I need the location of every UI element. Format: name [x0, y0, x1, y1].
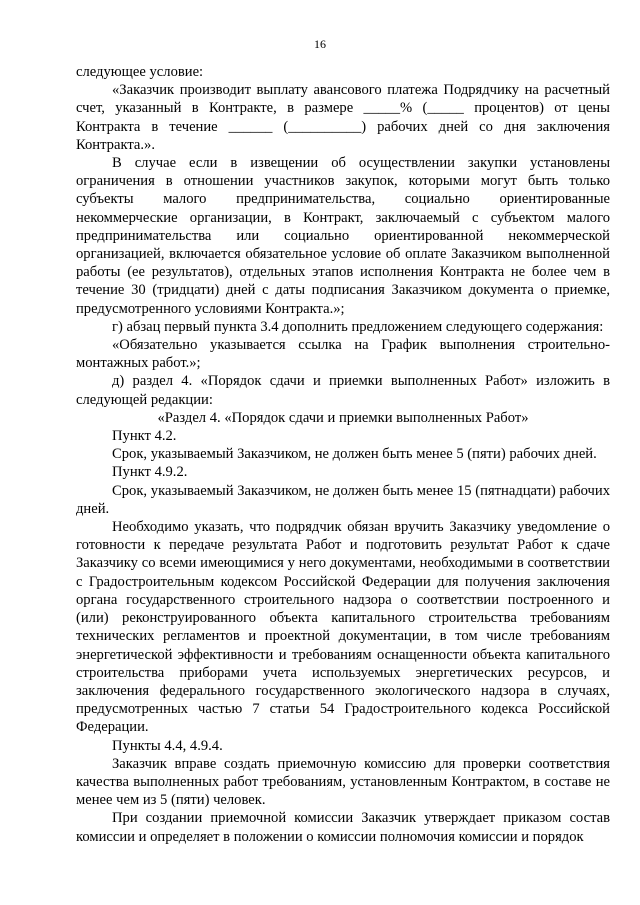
- paragraph: Пункты 4.4, 4.9.4.: [112, 737, 223, 754]
- paragraph: Срок, указываемый Заказчиком, не должен быть менее 15 (пятнадцати) рабочих дней.: [76, 482, 610, 517]
- paragraph: Пункт 4.2.: [112, 428, 177, 445]
- section-heading: «Раздел 4. «Порядок сдачи и приемки выполненных Работ»: [157, 409, 529, 426]
- paragraph: Пункт 4.9.2.: [112, 464, 188, 481]
- page-number: 16: [314, 37, 326, 51]
- paragraph: В случае если в извещении об осуществлении закупки установлены ограничения в отношении участников закупок, которыми могут быть только субъекты малого предпринимательства, социально ориентированные некоммерческие организации, в Контракт, заключаемый с субъектом малого предпринимательства или социально ориентированной некоммерческой организацией, включается обязательное условие об оплате Заказчиком выполненной работы (ее результатов), отдельных этапов исполнения Контракта не более чем в течение 30 (тридцати) дней с даты подписания Заказчиком документа о приемке, предусмотренного условиями Контракта.»;: [76, 155, 610, 317]
- paragraph: Заказчик вправе создать приемочную комиссию для проверки соответствия качества выполненных работ требованиям, установленным Контрактом, в составе не менее чем из 5 (пяти) человек.: [76, 755, 610, 809]
- paragraph: д) раздел 4. «Порядок сдачи и приемки выполненных Работ» изложить в следующей редакции:: [76, 373, 610, 408]
- paragraph: Необходимо указать, что подрядчик обязан вручить Заказчику уведомление о готовности к передаче результата Работ и подготовить результат Работ к сдаче Заказчику со всеми имеющимися у него документами, необходимыми в соответствии с Градостроительным кодексом Российской Федерации для получения заключения органа государственного строительного надзора о соответствии построенного и (или) реконструированного объекта капитального строительства требованиям технических регламентов и проектной документации, в том числе требованиям энергетической эффективности и требованиям оснащенности объекта капитального строительства приборами учета используемых энергетических ресурсов, и заключения федерального государственного экологического надзора в случаях, предусмотренных частью 7 статьи 54 Градостроительного кодекса Российской Федерации.: [76, 519, 610, 736]
- document-body: [76, 63, 610, 846]
- paragraph: следующее условие:: [76, 64, 204, 80]
- paragraph: «Заказчик производит выплату авансового платежа Подрядчику на расчетный счет, указанный в Контракте, в размере _____% (_____ процентов) от цены Контракта в течение ______ (__________) рабочих дней со дня заключения Контракта.».: [76, 82, 610, 153]
- paragraph: «Обязательно указывается ссылка на График выполнения строительно-монтажных работ.»;: [76, 337, 610, 372]
- paragraph: Срок, указываемый Заказчиком, не должен быть менее 5 (пяти) рабочих дней.: [112, 446, 597, 463]
- paragraph: При создании приемочной комиссии Заказчик утверждает приказом состав комиссии и определяет в положении о комиссии полномочия комиссии и порядок: [76, 810, 610, 845]
- paragraph: г) абзац первый пункта 3.4 дополнить предложением следующего содержания:: [112, 318, 604, 335]
